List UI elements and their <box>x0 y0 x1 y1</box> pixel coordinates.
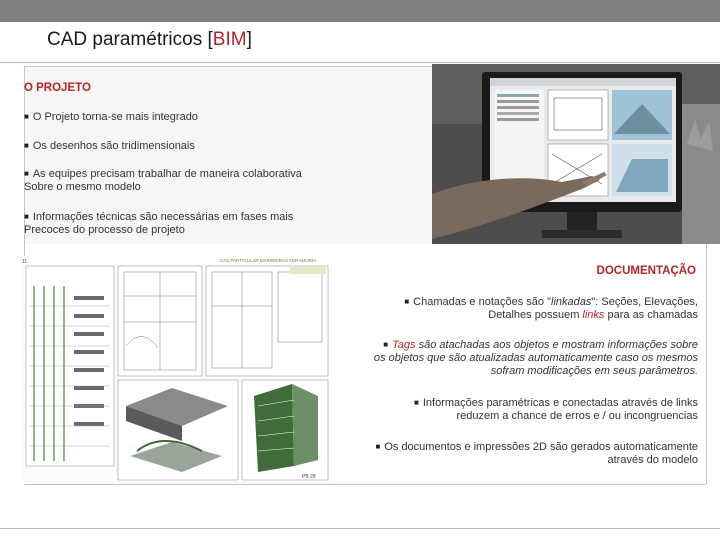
drawing-sheet-illustration <box>22 256 332 484</box>
sheet-marker: 11 <box>22 259 28 265</box>
projeto-bullet-4: ■ Informações técnicas são necessárias em fases mais Precoces do processo de projeto <box>24 211 294 236</box>
title-accent: BIM <box>212 29 247 50</box>
footer-line <box>0 528 720 529</box>
doc-bullet-1: ■ Chamadas e notações são "linkadas": Seções, Elevações, Detalhes possuem links para as chamadas <box>404 296 698 321</box>
title-separator <box>0 62 720 63</box>
top-bar <box>0 0 720 22</box>
projeto-heading: O PROJETO <box>24 82 91 94</box>
monitor-photo-illustration <box>432 64 720 244</box>
projeto-bullet-2: ■ Os desenhos são tridimensionais <box>24 140 195 152</box>
projeto-bullet-1: ■ O Projeto torna-se mais integrado <box>24 111 198 123</box>
title-suffix: ] <box>246 29 252 50</box>
monitor-photo <box>432 64 720 244</box>
documentacao-heading: DOCUMENTAÇÃO <box>596 265 696 277</box>
sheet-header-text: CAS PARTICULAR MARINEIRAS ADRAMORIA <box>220 258 317 263</box>
drawing-sheet <box>22 256 332 484</box>
doc-bullet-4: ■ Os documentos e impressões 2D são gerados automaticamente através do modelo <box>375 441 698 466</box>
doc-bullet-2: ■ Tags são atachadas aos objetos e mostram informações sobre os objetos que são atualizadas automaticamente caso os mesmos sofram modificações em seus parâmetros. <box>373 339 698 377</box>
sheet-page-label: PB 28 <box>302 474 316 480</box>
slide-title <box>47 29 252 51</box>
projeto-bullet-3: ■ As equipes precisam trabalhar de maneira colaborativa Sobre o mesmo modelo <box>24 168 302 193</box>
title-prefix: CAD paramétricos [ <box>47 29 213 50</box>
frame-bottom <box>24 484 706 485</box>
doc-bullet-3: ■ Informações paramétricas e conectadas através de links reduzem a chance de erros e / ou incongruencias <box>414 397 698 422</box>
